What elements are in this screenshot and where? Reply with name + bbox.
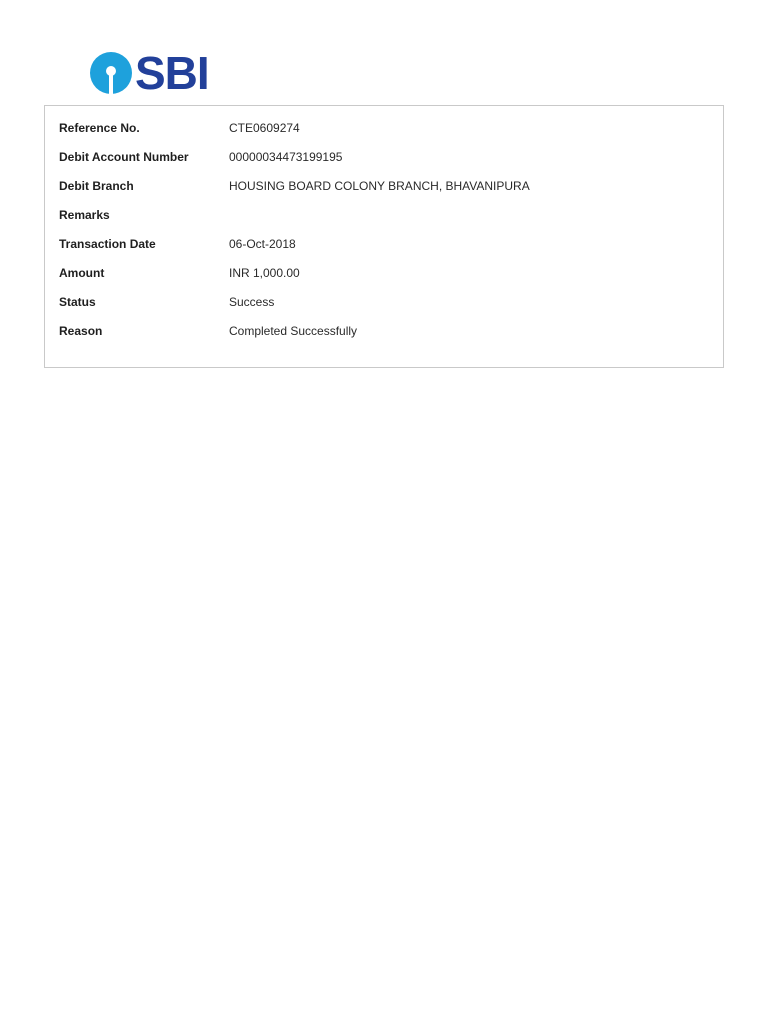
logo-text: SBI: [135, 47, 209, 99]
detail-value: INR 1,000.00: [229, 266, 300, 280]
detail-label: Status: [59, 295, 96, 309]
detail-value: Success: [229, 295, 275, 309]
detail-row-transaction-date: [59, 234, 296, 254]
detail-label: Reference No.: [59, 121, 140, 135]
detail-row-amount: [59, 263, 300, 283]
detail-label: Debit Branch: [59, 179, 134, 193]
sbi-logo-icon: [90, 52, 132, 94]
detail-row-status: [59, 292, 274, 312]
detail-label: Amount: [59, 266, 105, 280]
detail-label: Reason: [59, 324, 103, 338]
detail-label: Transaction Date: [59, 237, 156, 251]
detail-row-reason: [59, 321, 357, 341]
detail-value: HOUSING BOARD COLONY BRANCH, BHAVANIPURA: [229, 179, 530, 193]
detail-row-reference: [59, 118, 300, 138]
detail-row-debit-branch: [59, 176, 530, 196]
sbi-logo: [90, 47, 209, 99]
detail-value: CTE0609274: [229, 121, 300, 135]
detail-row-remarks: [59, 205, 229, 225]
detail-value: 00000034473199195: [229, 150, 343, 164]
detail-label: Debit Account Number: [59, 150, 189, 164]
detail-row-debit-account: [59, 147, 342, 167]
detail-label: Remarks: [59, 208, 110, 222]
detail-value: Completed Successfully: [229, 324, 358, 338]
detail-value: 06-Oct-2018: [229, 237, 296, 251]
transaction-details-panel: [44, 105, 724, 368]
